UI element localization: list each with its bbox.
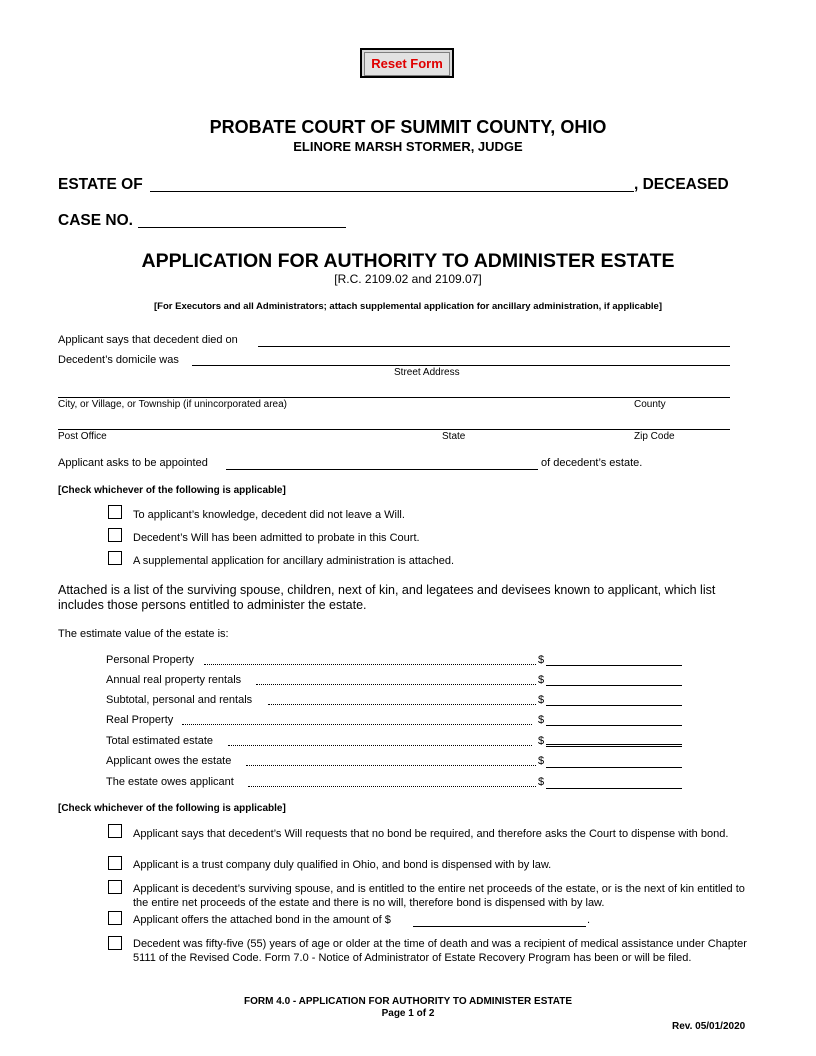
check-heading-2: [Check whichever of the following is applicable] [58, 803, 286, 814]
trust-company-label: Applicant is a trust company duly qualified in Ohio, and bond is dispensed with by law. [133, 859, 552, 871]
estate-owes-label: The estate owes applicant [106, 776, 234, 788]
will-no-bond-checkbox[interactable] [108, 824, 122, 838]
post-office-caption: Post Office [58, 431, 107, 442]
currency-symbol: $ [538, 755, 545, 767]
reset-form-label: Reset Form [364, 52, 450, 76]
date-of-death-field[interactable] [258, 346, 730, 347]
currency-symbol: $ [538, 694, 545, 706]
currency-symbol: $ [538, 654, 545, 666]
post-office-field[interactable] [58, 429, 730, 430]
currency-symbol: $ [538, 776, 545, 788]
county-caption: County [634, 399, 666, 410]
attached-list-paragraph: Attached is a list of the surviving spouse, children, next of kin, and legatees and devisees known to applicant, which list includes those persons entitled to administer the estate. [58, 583, 716, 612]
personal-property-field[interactable] [546, 665, 682, 666]
ancillary-label: A supplemental application for ancillary administration is attached. [133, 555, 455, 567]
medical-assistance-label: Decedent was fifty-five (55) years of age or older at the time of death and was a recipient of medical assistance under Chapter 5111 of the Revised Code. Form 7.0 - Notice of Administrator of Estate Recovery Program has been or will be filed. [133, 938, 747, 964]
currency-symbol: $ [538, 714, 545, 726]
estate-name-field[interactable] [150, 191, 634, 192]
bond-offered-label: Applicant offers the attached bond in the amount of $ [133, 914, 391, 926]
appointed-label: Applicant asks to be appointed [58, 457, 208, 469]
judge-name: ELINORE MARSH STORMER, JUDGE [293, 139, 523, 154]
subtotal-field[interactable] [546, 705, 682, 706]
estate-owes-field[interactable] [546, 788, 682, 789]
applicant-owes-field[interactable] [546, 767, 682, 768]
form-note: [For Executors and all Administrators; attach supplemental application for ancillary administration, if applicable] [154, 301, 662, 312]
zip-caption: Zip Code [634, 431, 675, 442]
will-no-bond-label: Applicant says that decedent’s Will requests that no bond be required, and therefore asks the Court to dispense with bond. [133, 828, 729, 840]
currency-symbol: $ [538, 674, 545, 686]
deceased-label: , DECEASED [634, 176, 729, 193]
domicile-label: Decedent’s domicile was [58, 354, 179, 366]
state-caption: State [442, 431, 466, 442]
medical-assistance-checkbox[interactable] [108, 936, 122, 950]
real-property-field[interactable] [546, 725, 682, 726]
surviving-spouse-checkbox[interactable] [108, 880, 122, 894]
reset-form-button[interactable] [360, 48, 454, 78]
court-name: PROBATE COURT OF SUMMIT COUNTY, OHIO [209, 117, 607, 137]
total-estate-label: Total estimated estate [106, 735, 214, 747]
estimate-intro: The estimate value of the estate is: [58, 628, 229, 640]
city-county-field[interactable] [58, 397, 730, 398]
appointed-suffix: of decedent’s estate. [541, 457, 643, 469]
bond-period: . [587, 914, 591, 926]
surviving-spouse-label: Applicant is decedent’s surviving spouse, and is entitled to the entire net proceeds of the estate, or is the next of kin entitled to the entire net proceeds of the estate and there is no will, therefore bond is dispensed with by law. [133, 883, 745, 909]
appointment-type-field[interactable] [226, 469, 538, 470]
currency-symbol: $ [538, 735, 545, 747]
subtotal-label: Subtotal, personal and rentals [106, 694, 253, 706]
statute-reference: [R.C. 2109.02 and 2109.07] [334, 272, 482, 286]
estate-of-label: ESTATE OF [58, 176, 143, 193]
street-address-caption: Street Address [394, 367, 460, 378]
real-property-label: Real Property [106, 714, 174, 726]
trust-company-checkbox[interactable] [108, 856, 122, 870]
ancillary-checkbox[interactable] [108, 551, 122, 565]
case-no-label: CASE NO. [58, 212, 133, 229]
case-number-field[interactable] [138, 227, 346, 228]
footer-page-number: Page 1 of 2 [381, 1008, 435, 1019]
died-on-label: Applicant says that decedent died on [58, 334, 238, 346]
no-will-checkbox[interactable] [108, 505, 122, 519]
applicant-owes-label: Applicant owes the estate [106, 755, 232, 767]
bond-offered-checkbox[interactable] [108, 911, 122, 925]
footer-form-title: FORM 4.0 - APPLICATION FOR AUTHORITY TO ADMINISTER ESTATE [244, 996, 572, 1007]
no-will-label: To applicant’s knowledge, decedent did not leave a Will. [133, 509, 405, 521]
street-address-field[interactable] [192, 365, 730, 366]
city-caption: City, or Village, or Township (if unincorporated area) [58, 399, 288, 410]
footer-revision: Rev. 05/01/2020 [672, 1021, 746, 1032]
form-title: APPLICATION FOR AUTHORITY TO ADMINISTER ESTATE [141, 250, 675, 272]
will-admitted-label: Decedent’s Will has been admitted to probate in this Court. [133, 532, 420, 544]
bond-amount-field[interactable] [413, 926, 586, 927]
will-admitted-checkbox[interactable] [108, 528, 122, 542]
annual-rentals-field[interactable] [546, 685, 682, 686]
total-estate-field[interactable] [546, 744, 682, 747]
check-heading-1: [Check whichever of the following is applicable] [58, 485, 286, 496]
annual-rentals-label: Annual real property rentals [106, 674, 242, 686]
personal-property-label: Personal Property [106, 654, 195, 666]
